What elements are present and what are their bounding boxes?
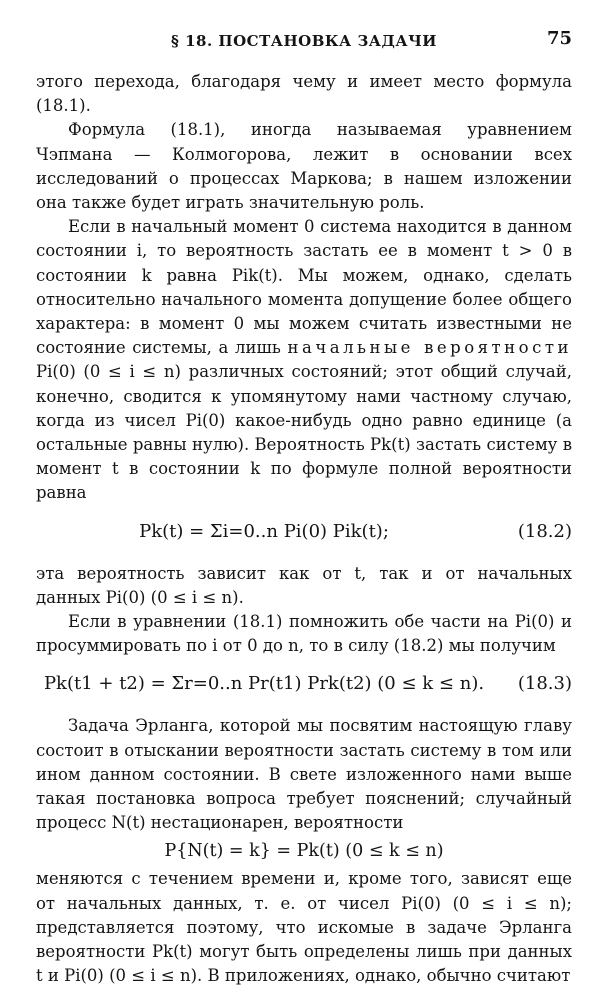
page-number: 75: [546, 28, 572, 49]
paragraph-dependence: эта вероятность зависит как от t, так и от начальных данных Pi(0) (0 ≤ i ≤ n).: [36, 563, 572, 607]
paragraph-text: Pi(0) (0 ≤ i ≤ n) различных состояний; этот общий случай, конечно, сводится к упомянутому нами частному случаю, когда из чисел Pi(0) какое-нибудь одно равно единице (а остальные равны нулю). Вероятность Pk(t) застать систему в момент t в состоянии k по формуле полной вероятности равна: [36, 362, 572, 503]
paragraph-chapman-kolmogorov: Формула (18.1), иногда называемая уравнением Чэпмана — Колмогорова, лежит в основании всех исследований о процессах Маркова; в нашем изложении она также будет играть значительную роль.: [36, 120, 572, 213]
paragraph-summation: Если в уравнении (18.1) помножить обе части на Pi(0) и просуммировать по i от 0 до n, то в силу (18.2) мы получим: [36, 612, 572, 656]
equation-expression: P{N(t) = k} = Pk(t) (0 ≤ k ≤ n): [164, 841, 444, 862]
equation-expression: Pk(t) = Σi=0..n Pi(0) Pik(t);: [139, 520, 389, 542]
equation-18-2: [36, 506, 572, 562]
equation-number: (18.2): [517, 520, 572, 542]
equation-number: (18.3): [517, 673, 572, 695]
paragraph-erlang-problem: Задача Эрланга, которой мы посвятим настоящую главу состоит в отыскании вероятности застать систему в том или ином данном состоянии. В свете изложенного нами выше такая постановка вопроса требует пояснений; случайный процесс N(t) нестационарен, вероятности: [36, 716, 572, 833]
page-header: [36, 28, 572, 56]
running-head: § 18. ПОСТАНОВКА ЗАДАЧИ: [171, 32, 437, 50]
page-body: [36, 70, 572, 989]
equation-expression: Pk(t1 + t2) = Σr=0..n Pr(t1) Prk(t2) (0 ≤ k ≤ n).: [43, 673, 485, 695]
equation-probability: [36, 835, 572, 867]
paragraph-text: Если в начальный момент 0 система находится в данном состоянии i, то вероятность застать ее в момент t > 0 в состоянии k равна Pik(t). Мы можем, однако, сделать относительно начального момента допущение более общего характера: в момент 0 мы можем считать известными не состояние системы, а лишь: [36, 217, 572, 358]
paragraph-continuation: этого перехода, благодаря чему и имеет место формула (18.1).: [36, 72, 572, 116]
paragraph-time-dependence: меняются с течением времени и, кроме того, зависят еще от начальных данных, т. е. от чисел Pi(0) (0 ≤ i ≤ n); представляется поэтому, что искомые в задаче Эрланга вероятности Pk(t) могут быть определены лишь при данных t и Pi(0) (0 ≤ i ≤ n). В приложениях, однако, обычно считают: [36, 869, 572, 986]
emphasized-term: начальные вероятности: [287, 338, 572, 358]
paragraph-initial-moment: [36, 215, 572, 505]
equation-18-3: [36, 658, 572, 714]
